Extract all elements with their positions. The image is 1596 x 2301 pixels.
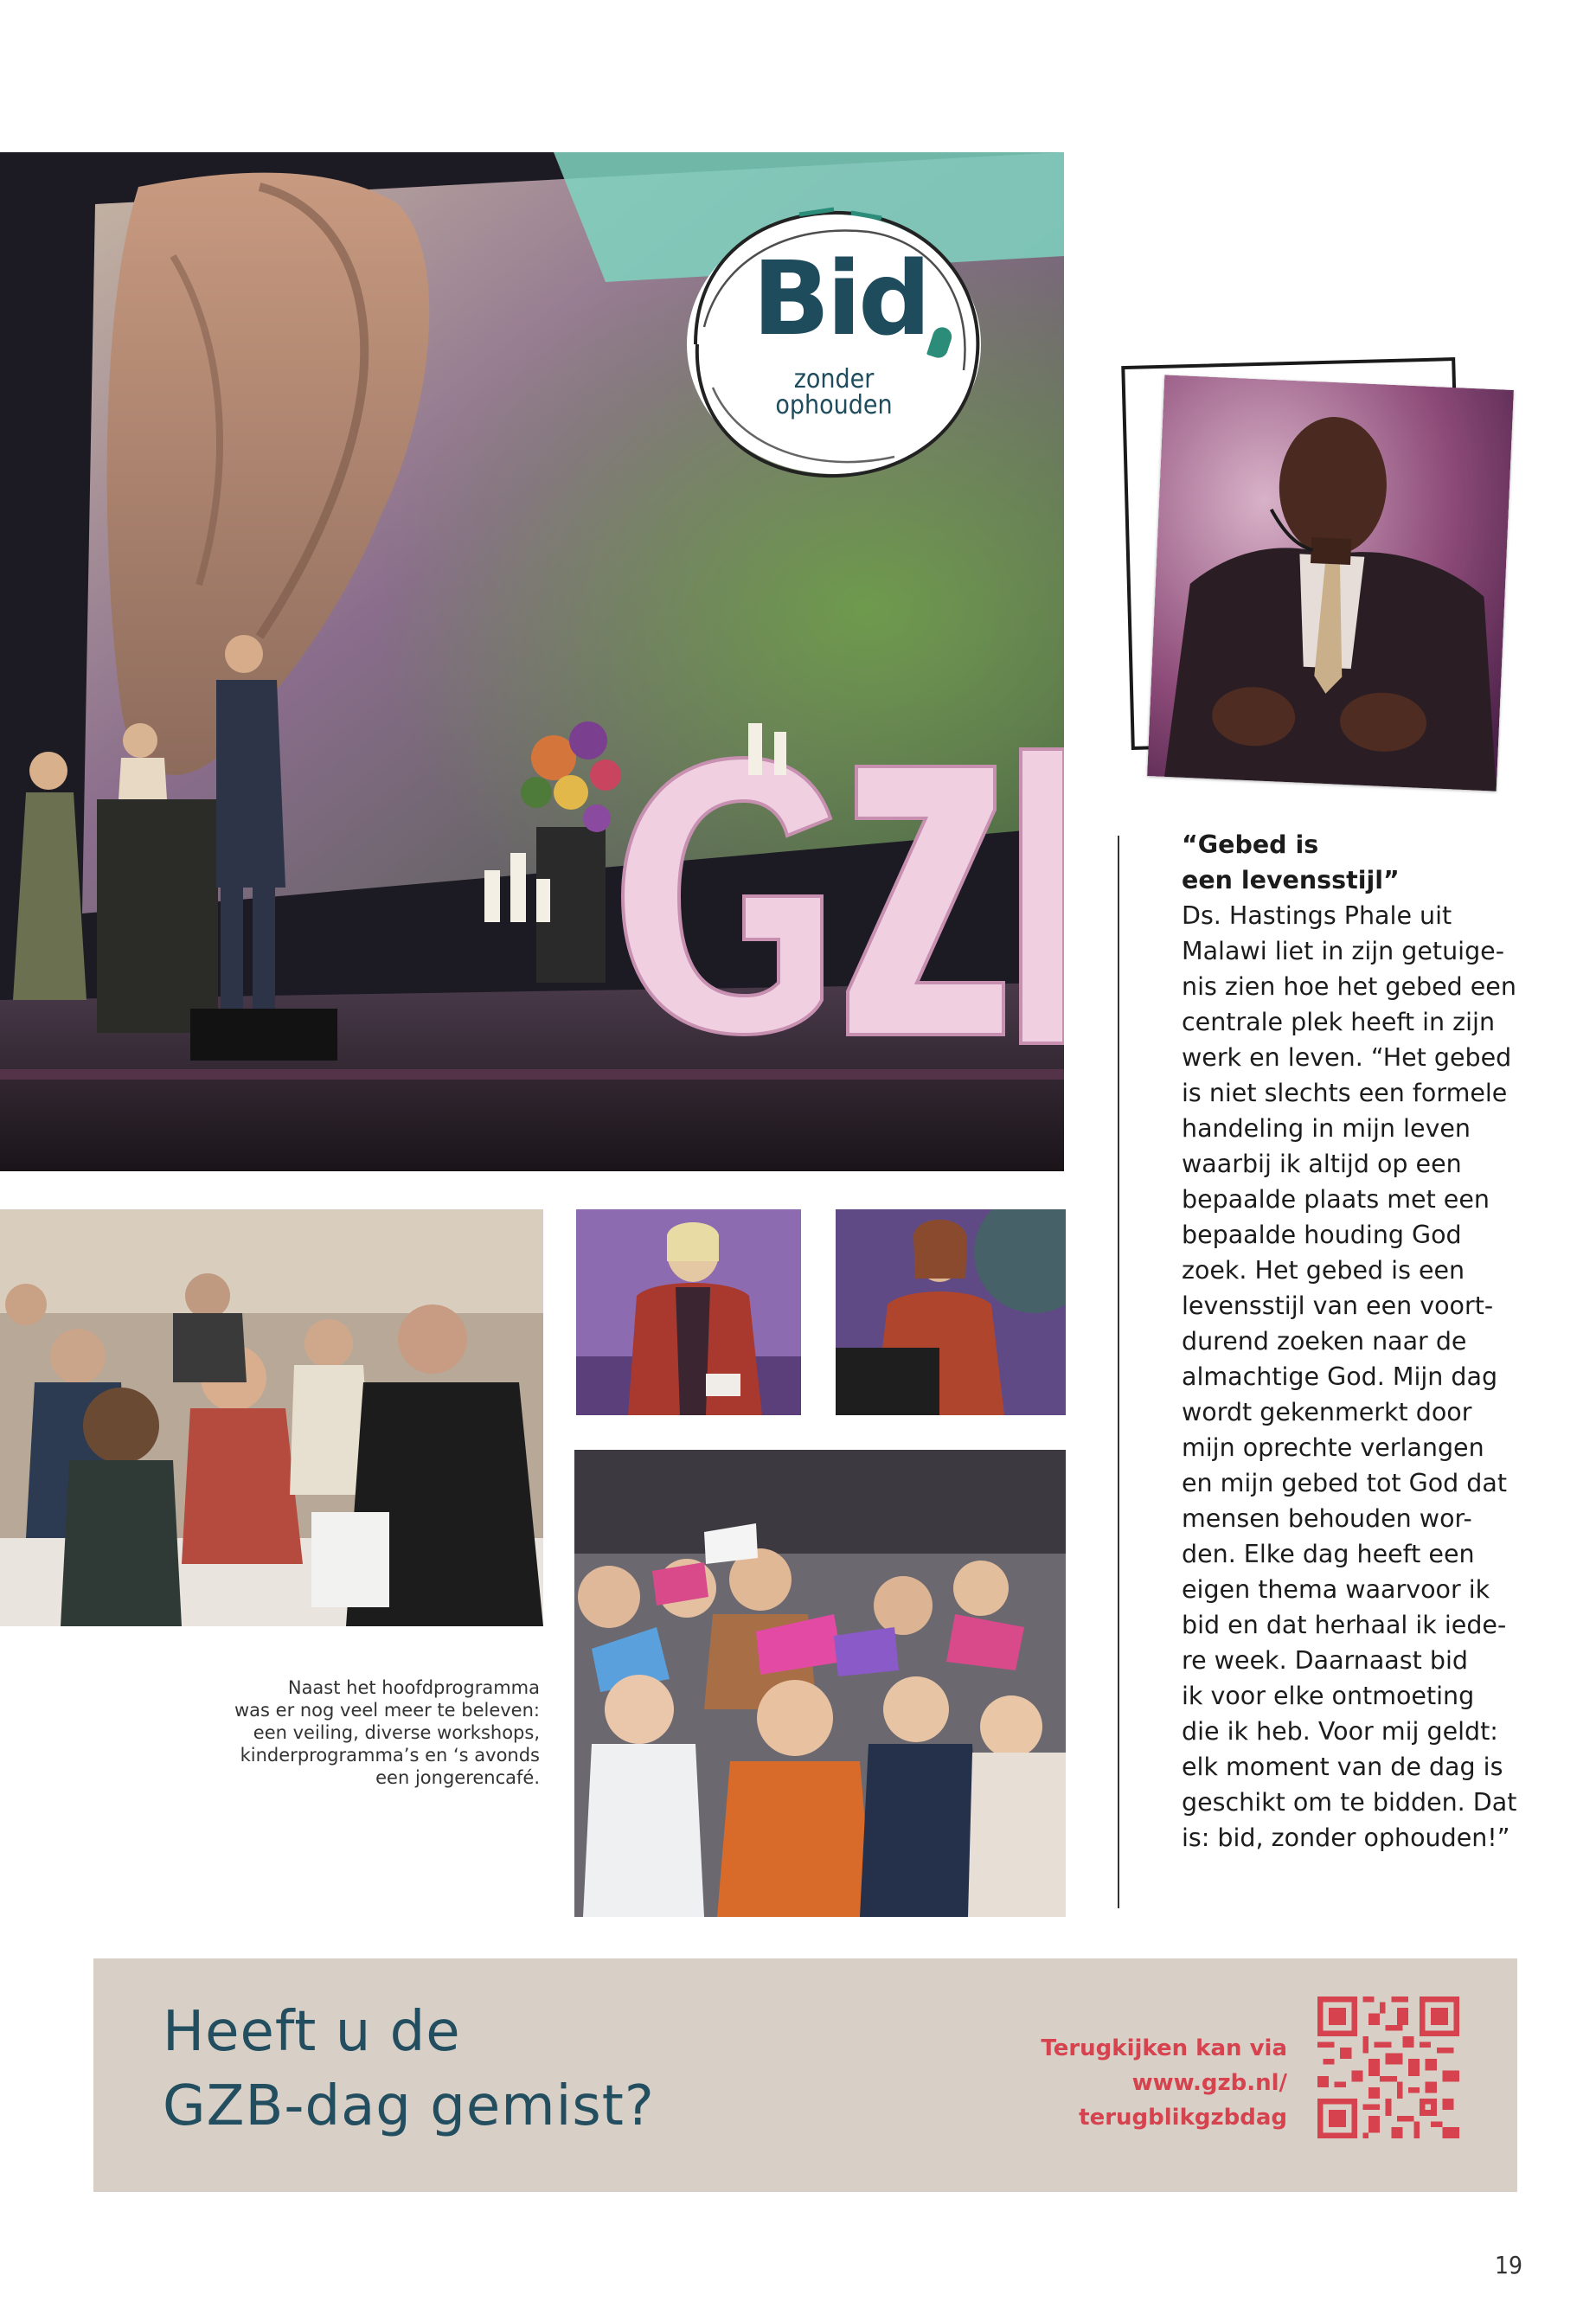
quote-line: is niet slechts een formele xyxy=(1182,1079,1508,1107)
portrait-photo xyxy=(1147,375,1514,791)
quote-line: bepaalde houding God xyxy=(1182,1221,1462,1249)
speaker-woman-photo xyxy=(576,1209,801,1415)
quote-line: mijn oprechte verlangen xyxy=(1182,1433,1484,1462)
replay-link-line: Terugkijken kan via xyxy=(1041,2035,1287,2061)
bid-logo xyxy=(670,197,998,491)
quote-line: geschikt om te bidden. Dat xyxy=(1182,1788,1517,1817)
banner-title-line: GZB-dag gemist? xyxy=(163,2074,655,2138)
page-number: 19 xyxy=(1494,2251,1522,2279)
quote-line: eigen thema waarvoor ik xyxy=(1182,1575,1490,1604)
bid-logo-word: Bid xyxy=(752,239,928,358)
children-photo xyxy=(574,1450,1066,1917)
quote-line: bid en dat herhaal ik iede- xyxy=(1182,1611,1507,1639)
caption-line: was er nog veel meer te beleven: xyxy=(234,1700,540,1721)
quote-line: ik voor elke ontmoeting xyxy=(1182,1682,1475,1710)
quote-line: re week. Daarnaast bid xyxy=(1182,1646,1468,1675)
replay-banner xyxy=(93,1958,1517,2192)
banner-title-line: Heeft u de xyxy=(163,2000,461,2064)
quote-line: zoek. Het gebed is een xyxy=(1182,1256,1465,1285)
banner-title xyxy=(163,1995,872,2144)
quote-line: Malawi liet in zijn getuige- xyxy=(1182,937,1504,965)
quote-line: levensstijl van een voort- xyxy=(1182,1292,1494,1320)
replay-link-line: terugblikgzbdag xyxy=(1079,2105,1287,2131)
photo-caption xyxy=(173,1676,540,1789)
qr-code-icon[interactable] xyxy=(1317,1997,1459,2138)
column-divider xyxy=(1118,836,1119,1908)
quote-line: centrale plek heeft in zijn xyxy=(1182,1008,1496,1036)
caption-line: een jongerencafé. xyxy=(375,1767,540,1788)
quote-line: bepaalde plaats met een xyxy=(1182,1185,1490,1214)
quote-line: durend zoeken naar de xyxy=(1182,1327,1467,1356)
quote-line: is: bid, zonder ophouden!” xyxy=(1182,1823,1510,1852)
quote-line: en mijn gebed tot God dat xyxy=(1182,1469,1508,1497)
quote-line: werk en leven. “Het gebed xyxy=(1182,1043,1512,1072)
quote-line: den. Elke dag heeft een xyxy=(1182,1540,1475,1568)
quote-line: Ds. Hastings Phale uit xyxy=(1182,901,1452,930)
caption-line: Naast het hoofdprogramma xyxy=(287,1677,540,1698)
quote-heading-line: “Gebed is xyxy=(1182,830,1319,859)
quote-heading-line: een levensstijl” xyxy=(1182,866,1400,894)
quote-line: mensen behouden wor- xyxy=(1182,1504,1472,1533)
quote-line: handeling in mijn leven xyxy=(1182,1114,1471,1143)
caption-line: een veiling, diverse workshops, xyxy=(253,1722,540,1743)
quote-line: elk moment van de dag is xyxy=(1182,1753,1503,1781)
replay-link-line: www.gzb.nl/ xyxy=(1131,2070,1287,2096)
quote-line: almachtige God. Mijn dag xyxy=(1182,1362,1498,1391)
quote-line: nis zien hoe het gebed een xyxy=(1182,972,1516,1001)
quote-line: die ik heb. Voor mij geldt: xyxy=(1182,1717,1498,1746)
replay-link[interactable] xyxy=(976,2031,1287,2135)
bid-logo-subtitle: zonder ophouden xyxy=(775,364,893,420)
meeting-photo xyxy=(0,1209,543,1626)
quote-column xyxy=(1182,827,1528,1856)
caption-line: kinderprogramma’s en ‘s avonds xyxy=(240,1745,540,1766)
quote-line: waarbij ik altijd op een xyxy=(1182,1150,1462,1178)
quote-line: wordt gekenmerkt door xyxy=(1182,1398,1472,1426)
speaker-presenter-photo xyxy=(836,1209,1066,1415)
